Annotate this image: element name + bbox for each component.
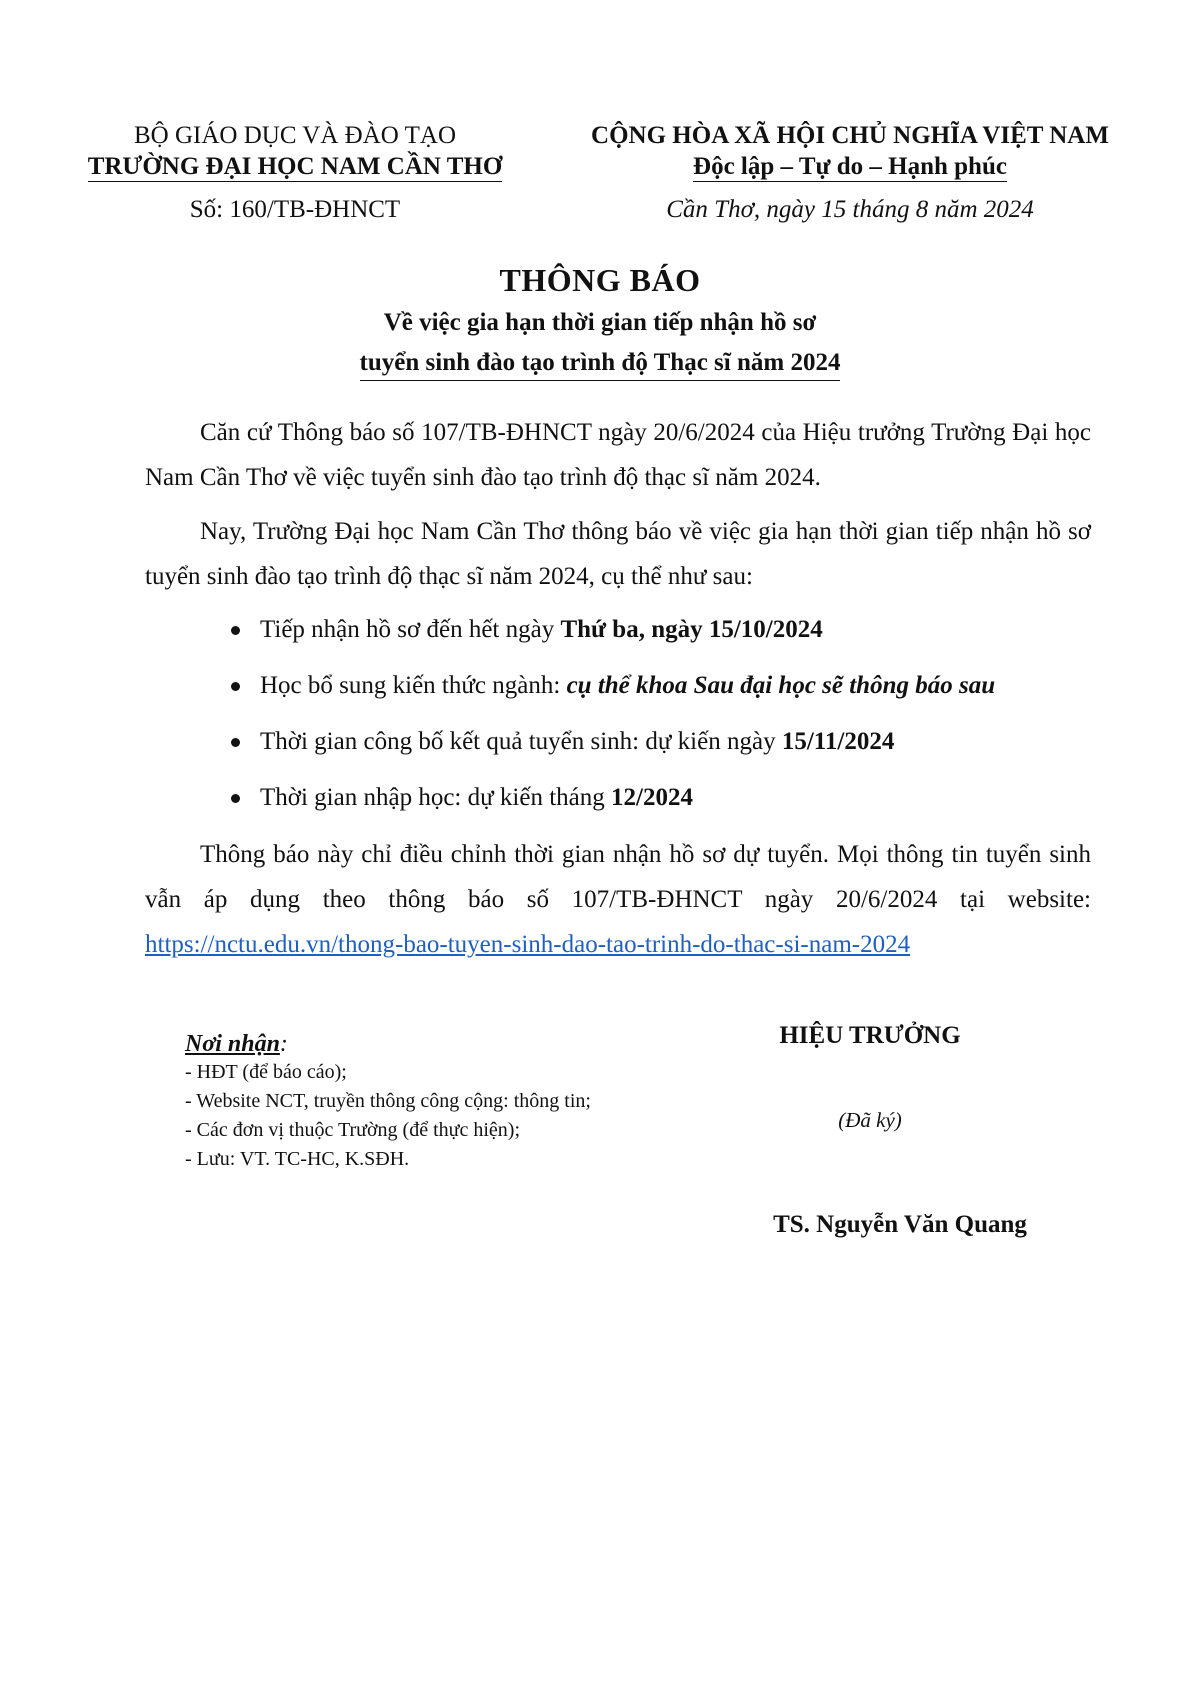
bullet-item-results xyxy=(145,720,1091,764)
subtitle-line-1: Về việc gia hạn thời gian tiếp nhận hồ sơ xyxy=(383,309,817,336)
bullet-icon xyxy=(231,794,240,803)
recipient-item: - Lưu: VT. TC-HC, K.SĐH. xyxy=(185,1148,410,1170)
signer-title: HIỆU TRƯỞNG xyxy=(779,1022,961,1049)
bullet-icon xyxy=(231,626,240,635)
signed-status: (Đã ký) xyxy=(838,1108,902,1132)
bullet-icon xyxy=(231,682,240,691)
document-body xyxy=(145,410,1091,976)
bullet-emphasis: 15/11/2024 xyxy=(781,728,895,755)
recipients-label: Nơi nhận xyxy=(185,1031,280,1057)
signer-name: TS. Nguyễn Văn Quang xyxy=(773,1211,1027,1238)
header-right xyxy=(540,120,1160,224)
recipient-item: - Website NCT, truyền thông công cộng: thông tin; xyxy=(185,1090,591,1112)
signature-block xyxy=(700,1022,1040,1239)
header-left xyxy=(55,120,535,224)
paragraph-announcement: Nay, Trường Đại học Nam Cần Thơ thông báo về việc gia hạn thời gian tiếp nhận hồ sơ tuyển sinh đào tạo trình độ thạc sĩ năm 2024, cụ thể như sau: xyxy=(145,518,1091,590)
ministry-name: BỘ GIÁO DỤC VÀ ĐÀO TẠO xyxy=(134,122,456,149)
paragraph-note xyxy=(145,832,1091,967)
bullet-item-enrollment xyxy=(145,776,1091,820)
bullet-list xyxy=(145,608,1091,820)
note-text: Thông báo này chỉ điều chỉnh thời gian nhận hồ sơ dự tuyển. Mọi thông tin tuyển sinh vẫn áp dụng theo thông báo số 107/TB-ĐHNCT ngày 20/6/2024 tại website: xyxy=(145,841,1091,913)
bullet-icon xyxy=(231,738,240,747)
bullet-emphasis: 12/2024 xyxy=(611,784,693,811)
recipient-item: - HĐT (để báo cáo); xyxy=(185,1061,347,1083)
nation-name: CỘNG HÒA XÃ HỘI CHỦ NGHĨA VIỆT NAM xyxy=(591,122,1109,149)
bullet-text: Học bổ sung kiến thức ngành: xyxy=(260,672,567,699)
school-name xyxy=(55,151,535,182)
subtitle-line-2 xyxy=(0,343,1200,383)
school-name-text: TRƯỜNG ĐẠI HỌC NAM CẦN THƠ xyxy=(87,153,503,180)
subtitle-line-2-text: tuyển sinh đào tạo trình độ Thạc sĩ năm 2024 xyxy=(360,346,841,381)
bullet-item-deadline xyxy=(145,608,1091,652)
recipients-block xyxy=(185,1030,705,1174)
recipients-colon: : xyxy=(279,1031,288,1057)
bullet-text: Thời gian nhập học: dự kiến tháng xyxy=(260,784,612,811)
document-number: Số: 160/TB-ĐHNCT xyxy=(189,196,401,223)
title-block xyxy=(0,262,1200,383)
bullet-text: Tiếp nhận hồ sơ đến hết ngày xyxy=(260,616,561,643)
motto-text: Độc lập – Tự do – Hạnh phúc xyxy=(693,153,1007,180)
recipients-heading xyxy=(185,1030,705,1058)
bullet-item-supplement xyxy=(145,664,1091,708)
recipient-item: - Các đơn vị thuộc Trường (để thực hiện); xyxy=(185,1119,521,1141)
bullet-text: Thời gian công bố kết quả tuyển sinh: dự kiến ngày xyxy=(260,728,782,755)
bullet-emphasis: cụ thể khoa Sau đại học sẽ thông báo sau xyxy=(566,672,996,699)
place-date: Cần Thơ, ngày 15 tháng 8 năm 2024 xyxy=(666,196,1034,223)
paragraph-basis: Căn cứ Thông báo số 107/TB-ĐHNCT ngày 20/6/2024 của Hiệu trưởng Trường Đại học Nam Cần Thơ về việc tuyển sinh đào tạo trình độ thạc sĩ năm 2024. xyxy=(145,419,1091,491)
document-title: THÔNG BÁO xyxy=(499,262,701,298)
motto xyxy=(540,151,1160,182)
bullet-emphasis: Thứ ba, ngày 15/10/2024 xyxy=(560,616,823,643)
website-link[interactable]: https://nctu.edu.vn/thong-bao-tuyen-sinh-dao-tao-trinh-do-thac-si-nam-2024 xyxy=(145,931,911,958)
document-subtitle xyxy=(0,303,1200,383)
